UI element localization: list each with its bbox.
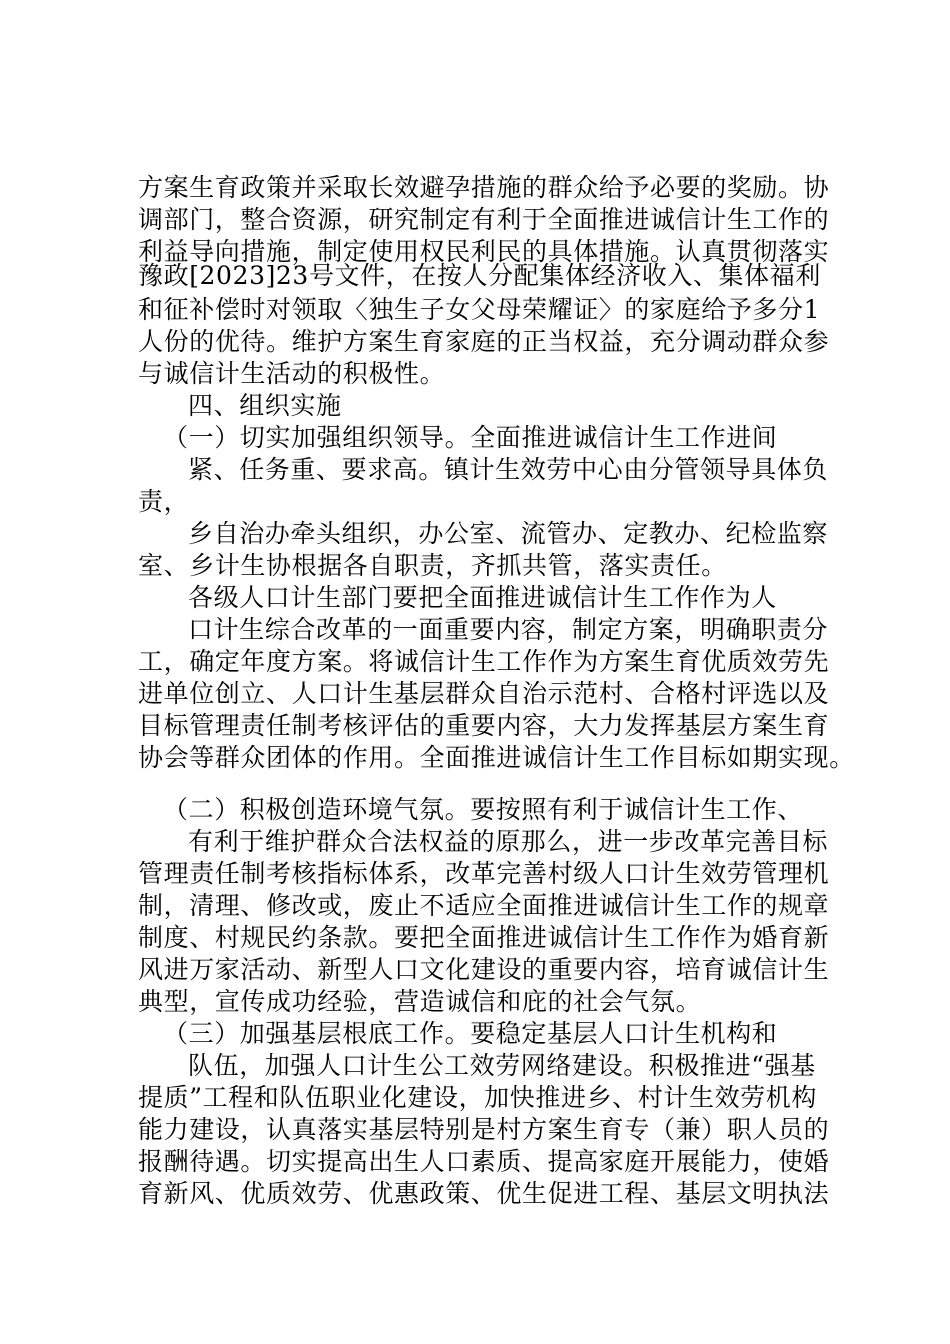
text-line: 室、乡计生协根据各自职责，齐抓共管，落实责任。	[138, 551, 727, 580]
text-line: （二）积极创造环境气氛。要按照有利于诚信计生工作、	[163, 795, 804, 824]
text-line: 方案生育政策并采取长效避孕措施的群众给予必要的奖励。协	[138, 173, 830, 202]
text-line: （一）切实加强组织领导。全面推进诚信计生工作进间	[163, 423, 778, 452]
text-line: 育新风、优质效劳、优惠政策、优生促进工程、基层文明执法	[138, 1179, 830, 1208]
text-line: 报酬待遇。切实提高出生人口素质、提高家庭开展能力，使婚	[138, 1147, 830, 1176]
text-line: 制度、村规民约条款。要把全面推进诚信计生工作作为婚育新	[138, 923, 830, 952]
text-line: 提质”工程和队伍职业化建设，加快推进乡、村计生效劳机构	[138, 1083, 817, 1112]
text-line: 管理责任制考核指标体系，改革完善村级人口计生效劳管理机	[138, 859, 830, 888]
text-line: 调部门，整合资源，研究制定有利于全面推进诚信计生工作的	[138, 205, 830, 234]
text-line: 风进万家活动、新型人口文化建设的重要内容，培育诚信计生	[138, 955, 830, 984]
text-line: 口计生综合改革的一面重要内容，制定方案，明确职责分	[188, 615, 829, 644]
text-line: 和征补偿时对领取〈独生子女父母荣耀证〉的家庭给予多分1	[138, 295, 821, 324]
text-line: 人份的优待。维护方案生育家庭的正当权益，充分调动群众参	[138, 327, 830, 356]
text-line: 有利于维护群众合法权益的原那么，进一步改革完善目标	[188, 827, 829, 856]
text-line: 进单位创立、人口计生基层群众自治示范村、合格村评选以及	[138, 679, 830, 708]
text-line: 制，清理、修改或，废止不适应全面推进诚信计生工作的规章	[138, 891, 830, 920]
text-line: 协会等群众团体的作用。全面推进诚信计生工作目标如期实现。	[138, 743, 855, 772]
section-heading: 四、组织实施	[188, 391, 342, 420]
text-line: 能力建设，认真落实基层特别是村方案生育专（兼）职人员的	[138, 1115, 830, 1144]
text-line: 利益导向措施，制定使用权民利民的具体措施。认真贯彻落实	[138, 237, 830, 266]
text-line: 责，	[138, 487, 190, 516]
text-line: 目标管理责任制考核评估的重要内容，大力发挥基层方案生育	[138, 711, 830, 740]
text-line: 工，确定年度方案。将诚信计生工作作为方案生育优质效劳先	[138, 647, 830, 676]
text-line: 紧、任务重、要求高。镇计生效劳中心由分管领导具体负	[188, 455, 829, 484]
text-line: （三）加强基层根底工作。要稳定基层人口计生机构和	[163, 1019, 778, 1048]
text-line: 豫政[2023]23号文件，在按人分配集体经济收入、集体福利	[138, 261, 821, 290]
text-line: 各级人口计生部门要把全面推进诚信计生工作作为人	[188, 583, 777, 612]
text-line: 队伍，加强人口计生公工效劳网络建设。积极推进“强基	[188, 1051, 816, 1080]
text-line: 典型，宣传成功经验，营造诚信和庇的社会气氛。	[138, 987, 702, 1016]
text-line: 与诚信计生活动的积极性。	[138, 359, 446, 388]
text-line: 乡自治办牵头组织，办公室、流管办、定教办、纪检监察	[188, 519, 829, 548]
